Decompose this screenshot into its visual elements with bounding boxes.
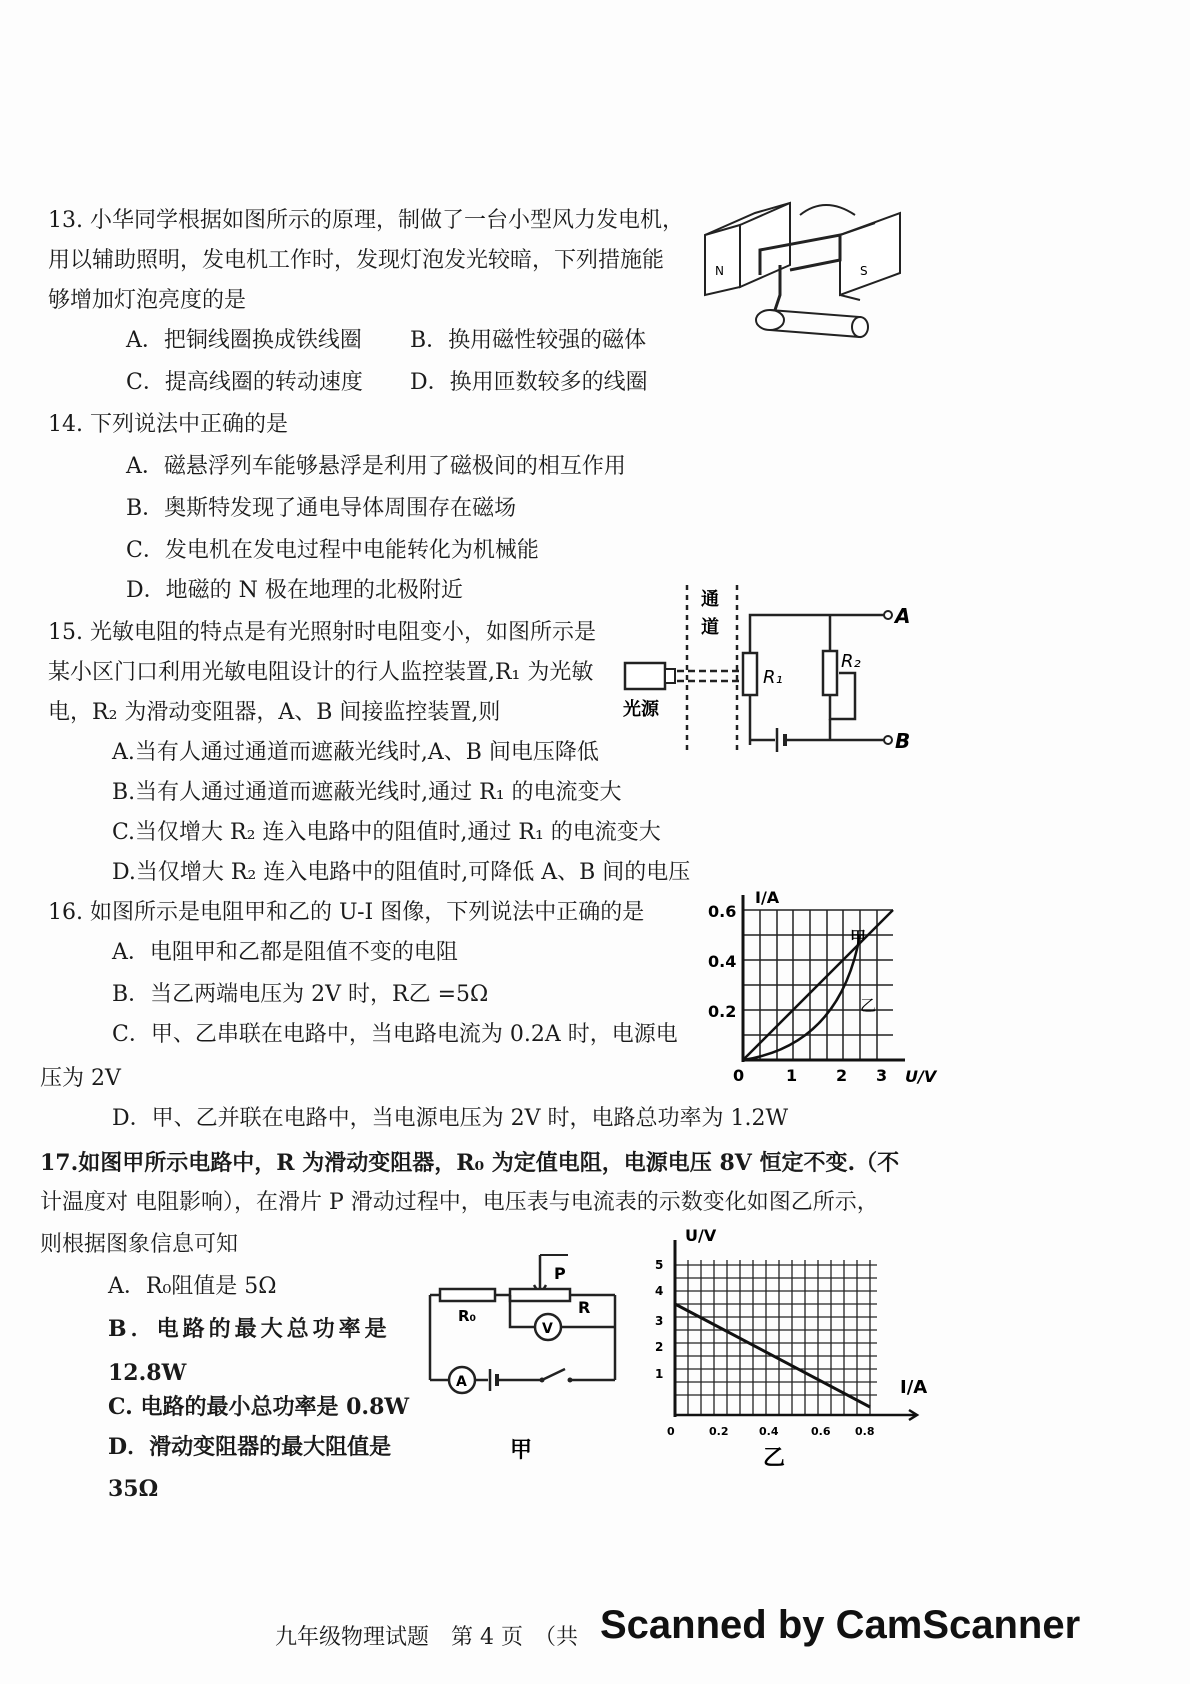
q16-stem: 16. 如图所示是电阻甲和乙的 U-I 图像，下列说法中正确的是 bbox=[48, 900, 645, 925]
voltmeter-label: V bbox=[542, 1321, 553, 1337]
q17-stem-line-1: 17.如图甲所示电路中，R 为滑动变阻器，R₀ 为定值电阻，电源电压 8V 恒定不变.（不 bbox=[40, 1150, 900, 1176]
q16-option-c-cont: 压为 2V bbox=[40, 1066, 121, 1091]
q13-option-c: C．提高线圈的转动速度 bbox=[126, 370, 363, 395]
q15-stem-line-1: 15. 光敏电阻的特点是有光照射时电阻变小，如图所示是 bbox=[48, 620, 596, 645]
channel-label-1: 通 bbox=[701, 589, 719, 610]
q15-option-d: D.当仅增大 R₂ 连入电路中的阻值时,可降低 A、B 间的电压 bbox=[112, 860, 691, 885]
q14-option-d: D．地磁的 N 极在地理的北极附近 bbox=[126, 578, 463, 603]
r0-label: R₀ bbox=[458, 1307, 477, 1325]
r2-label: R₂ bbox=[841, 651, 861, 672]
q17-stem-line-3: 则根据图象信息可知 bbox=[40, 1232, 239, 1257]
q16-option-a: A．电阻甲和乙都是阻值不变的电阻 bbox=[112, 940, 458, 965]
q17-stem-line-2: 计温度对 电阻影响），在滑片 P 滑动过程中，电压表与电流表的示数变化如图乙所示， bbox=[40, 1190, 879, 1215]
x-tick-0.6: 0.6 bbox=[811, 1425, 831, 1438]
q13-option-d: D．换用匝数较多的线圈 bbox=[410, 370, 648, 395]
q15-option-c: C.当仅增大 R₂ 连入电路中的阻值时,通过 R₁ 的电流变大 bbox=[112, 820, 661, 845]
q15-option-b: B.当有人通过通道而遮蔽光线时,通过 R₁ 的电流变大 bbox=[112, 780, 622, 805]
y-tick-3: 3 bbox=[655, 1314, 664, 1328]
terminal-b-label: B bbox=[895, 729, 911, 753]
q17-option-d: D．滑动变阻器的最大阻值是 bbox=[108, 1434, 392, 1460]
x-tick-0: 0 bbox=[733, 1066, 745, 1085]
x-tick-3: 3 bbox=[876, 1066, 888, 1085]
x-tick-0.2: 0.2 bbox=[709, 1425, 729, 1438]
y-axis-label: U/V bbox=[685, 1226, 717, 1245]
q13-stem-line-3: 够增加灯泡亮度的是 bbox=[48, 288, 247, 313]
q17-option-a: A．R₀阻值是 5Ω bbox=[108, 1274, 277, 1299]
r-label: R bbox=[578, 1298, 591, 1317]
y-axis-label: I/A bbox=[755, 888, 780, 907]
q17-option-c: C. 电路的最小总功率是 0.8W bbox=[108, 1394, 410, 1420]
x-axis-label: I/A bbox=[900, 1377, 928, 1398]
jia-label: 甲 bbox=[850, 928, 867, 947]
yi-label: 乙 bbox=[860, 996, 877, 1015]
q13-stem-line-2: 用以辅助照明，发电机工作时，发现灯泡发光较暗，下列措施能 bbox=[48, 248, 665, 273]
q13-stem-line-1: 13. 小华同学根据如图所示的原理，制做了一台小型风力发电机， bbox=[48, 208, 684, 233]
light-source-label: 光源 bbox=[623, 699, 659, 720]
q17-option-d-cont: 35Ω bbox=[108, 1476, 159, 1502]
q15-option-a: A.当有人通过通道而遮蔽光线时,A、B 间电压降低 bbox=[112, 740, 599, 765]
x-tick-0.4: 0.4 bbox=[759, 1425, 779, 1438]
q15-stem-line-2: 某小区门口利用光敏电阻设计的行人监控装置,R₁ 为光敏 bbox=[48, 660, 594, 685]
q14-stem: 14. 下列说法中正确的是 bbox=[48, 412, 288, 437]
y-tick-0.6: 0.6 bbox=[708, 902, 737, 921]
generator-figure bbox=[700, 195, 925, 355]
q13-option-a: A．把铜线圈换成铁线圈 bbox=[126, 328, 362, 353]
svg-text:N: N bbox=[715, 264, 724, 278]
q17-option-b: B．电路的最大总功率是 bbox=[108, 1316, 391, 1342]
q14-option-b: B．奥斯特发现了通电导体周围存在磁场 bbox=[126, 496, 517, 521]
y-tick-1: 1 bbox=[655, 1367, 664, 1381]
slider-p-label: P bbox=[554, 1264, 566, 1283]
page-footer: 九年级物理试题 第 4 页 （共 bbox=[275, 1625, 578, 1650]
x-tick-0.8: 0.8 bbox=[855, 1425, 875, 1438]
x-axis-label: U/V bbox=[905, 1067, 937, 1086]
q14-option-c: C．发电机在发电过程中电能转化为机械能 bbox=[126, 538, 539, 563]
ui-graph-figure bbox=[700, 885, 950, 1090]
camscanner-watermark: Scanned by CamScanner bbox=[600, 1603, 1081, 1647]
graph-caption: 乙 bbox=[763, 1446, 786, 1470]
q15-stem-line-3: 电，R₂ 为滑动变阻器，A、B 间接监控装置,则 bbox=[48, 700, 501, 725]
y-tick-2: 2 bbox=[655, 1340, 664, 1354]
ammeter-label: A bbox=[456, 1374, 467, 1390]
q17-circuit-figure bbox=[410, 1245, 640, 1475]
monitor-circuit-figure bbox=[615, 585, 935, 760]
q13-option-b: B．换用磁性较强的磁体 bbox=[410, 328, 647, 353]
q14-option-a: A．磁悬浮列车能够悬浮是利用了磁极间的相互作用 bbox=[126, 454, 626, 479]
svg-text:S: S bbox=[860, 264, 868, 278]
q17-graph-figure bbox=[645, 1225, 945, 1470]
circuit-caption: 甲 bbox=[510, 1438, 533, 1463]
y-tick-0.2: 0.2 bbox=[708, 1002, 737, 1021]
y-tick-4: 4 bbox=[655, 1284, 664, 1298]
x-tick-1: 1 bbox=[786, 1066, 798, 1085]
q16-option-d: D．甲、乙并联在电路中，当电源电压为 2V 时，电路总功率为 1.2W bbox=[112, 1106, 789, 1131]
channel-label-2: 道 bbox=[701, 617, 719, 638]
q16-option-b: B．当乙两端电压为 2V 时，R乙 =5Ω bbox=[112, 982, 489, 1007]
q17-option-b-cont: 12.8W bbox=[108, 1360, 187, 1386]
q16-option-c: C．甲、乙串联在电路中，当电路电流为 0.2A 时，电源电 bbox=[112, 1022, 678, 1047]
x-tick-0: 0 bbox=[667, 1425, 675, 1438]
x-tick-2: 2 bbox=[836, 1066, 848, 1085]
r1-label: R₁ bbox=[763, 667, 783, 688]
y-tick-5: 5 bbox=[655, 1258, 664, 1272]
terminal-a-label: A bbox=[895, 604, 911, 628]
y-tick-0.4: 0.4 bbox=[708, 952, 737, 971]
